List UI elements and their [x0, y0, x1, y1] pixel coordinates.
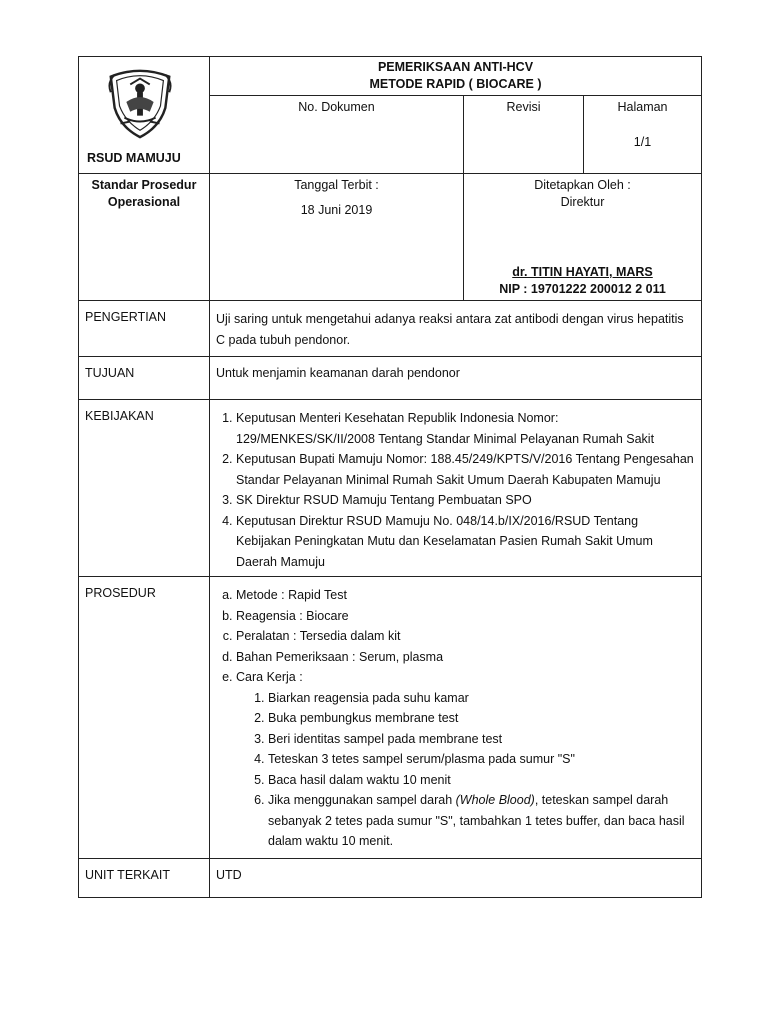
title-block: [210, 57, 702, 174]
title-line-2: METODE RAPID ( BIOCARE ): [369, 77, 542, 91]
tanggal-terbit-value: 18 Juni 2019: [300, 203, 373, 217]
revisi-cell: [464, 96, 584, 173]
signature-block: [464, 264, 701, 298]
step6-before: Jika menggunakan sampel darah: [268, 793, 456, 807]
step-item: 3. Beri identitas sampel pada membrane test: [268, 729, 695, 750]
tanggal-terbit-cell: [210, 174, 464, 301]
kebijakan-item: 2. Keputusan Bupati Mamuju Nomor: 188.45/249/KPTS/V/2016 Tentang Pengesahan Standar Pelayanan Minimal Rumah Sakit Umum Daerah Kabupaten Mamuju: [236, 449, 695, 490]
step6-after: , teteskan sampel darah sebanyak 2 tetes pada sumur "S", tambahkan 1 tetes buffer, dan baca hasil dalam waktu 10 menit.: [268, 793, 685, 848]
prosedur-item: b. Reagensia : Biocare: [236, 606, 695, 627]
document-title: [210, 57, 701, 96]
signer-name: dr. TITIN HAYATI, MARS: [512, 265, 653, 279]
pengertian-text: Uji saring untuk mengetahui adanya reaksi antara zat antibodi dengan virus hepatitis C pada tubuh pendonor.: [210, 301, 702, 357]
ditetapkan-label: Ditetapkan Oleh :: [534, 178, 631, 192]
prosedur-label: PROSEDUR: [79, 577, 210, 859]
unit-terkait-text: UTD: [210, 858, 702, 897]
halaman-cell: [584, 96, 701, 173]
kebijakan-content: [210, 400, 702, 577]
logo-cell: [79, 57, 210, 174]
step-item: 4. Teteskan 3 tetes sampel serum/plasma pada sumur "S": [268, 749, 695, 770]
kebijakan-item: 4. Keputusan Direktur RSUD Mamuju No. 048/14.b/IX/2016/RSUD Tentang Kebijakan Peningkatan Mutu dan Keselamatan Pasien Rumah Sakit Umum Daerah Mamuju: [236, 511, 695, 573]
step-item-whole-blood: [268, 790, 695, 852]
kebijakan-list: [216, 408, 695, 572]
document-info-row: [210, 96, 701, 173]
cara-kerja-label: Cara Kerja :: [236, 670, 303, 684]
tujuan-label: TUJUAN: [79, 357, 210, 400]
pengertian-label: PENGERTIAN: [79, 301, 210, 357]
kebijakan-label: KEBIJAKAN: [79, 400, 210, 577]
revisi-label: Revisi: [506, 100, 541, 114]
spo-label-cell: [79, 174, 210, 301]
spo-label-line-2: Operasional: [107, 195, 181, 209]
cara-kerja-steps: [236, 688, 695, 852]
hospital-crest-icon: [101, 63, 179, 141]
kebijakan-item: 1. Keputusan Menteri Kesehatan Republik Indonesia Nomor: 129/MENKES/SK/II/2008 Tentang Standar Minimal Pelayanan Rumah Sakit: [236, 408, 695, 449]
prosedur-content: [210, 577, 702, 859]
step6-italic: (Whole Blood): [455, 793, 535, 807]
signer-nip: NIP : 19701222 200012 2 011: [499, 282, 666, 296]
tanggal-terbit-label: Tanggal Terbit :: [294, 178, 379, 192]
step-item: 1. Biarkan reagensia pada suhu kamar: [268, 688, 695, 709]
tujuan-text: Untuk menjamin keamanan darah pendonor: [210, 357, 702, 400]
unit-terkait-label: UNIT TERKAIT: [79, 858, 210, 897]
prosedur-item: d. Bahan Pemeriksaan : Serum, plasma: [236, 647, 695, 668]
step-item: 5. Baca hasil dalam waktu 10 menit: [268, 770, 695, 791]
prosedur-item: a. Metode : Rapid Test: [236, 585, 695, 606]
no-dokumen-cell: [210, 96, 464, 173]
prosedur-item-cara-kerja: [236, 667, 695, 852]
prosedur-item: c. Peralatan : Tersedia dalam kit: [236, 626, 695, 647]
halaman-label: Halaman: [617, 100, 668, 114]
ditetapkan-role: Direktur: [560, 195, 605, 209]
prosedur-list: [216, 585, 695, 852]
step-item: 2. Buka pembungkus membrane test: [268, 708, 695, 729]
halaman-value: 1/1: [633, 135, 652, 149]
kebijakan-item: 3. SK Direktur RSUD Mamuju Tentang Pembuatan SPO: [236, 490, 695, 511]
ditetapkan-cell: [464, 174, 702, 301]
title-line-1: PEMERIKSAAN ANTI-HCV: [377, 60, 534, 74]
spo-table: [78, 56, 702, 898]
spo-label-line-1: Standar Prosedur: [91, 178, 197, 192]
hospital-name: RSUD MAMUJU: [87, 151, 181, 165]
no-dokumen-label: No. Dokumen: [298, 100, 375, 114]
